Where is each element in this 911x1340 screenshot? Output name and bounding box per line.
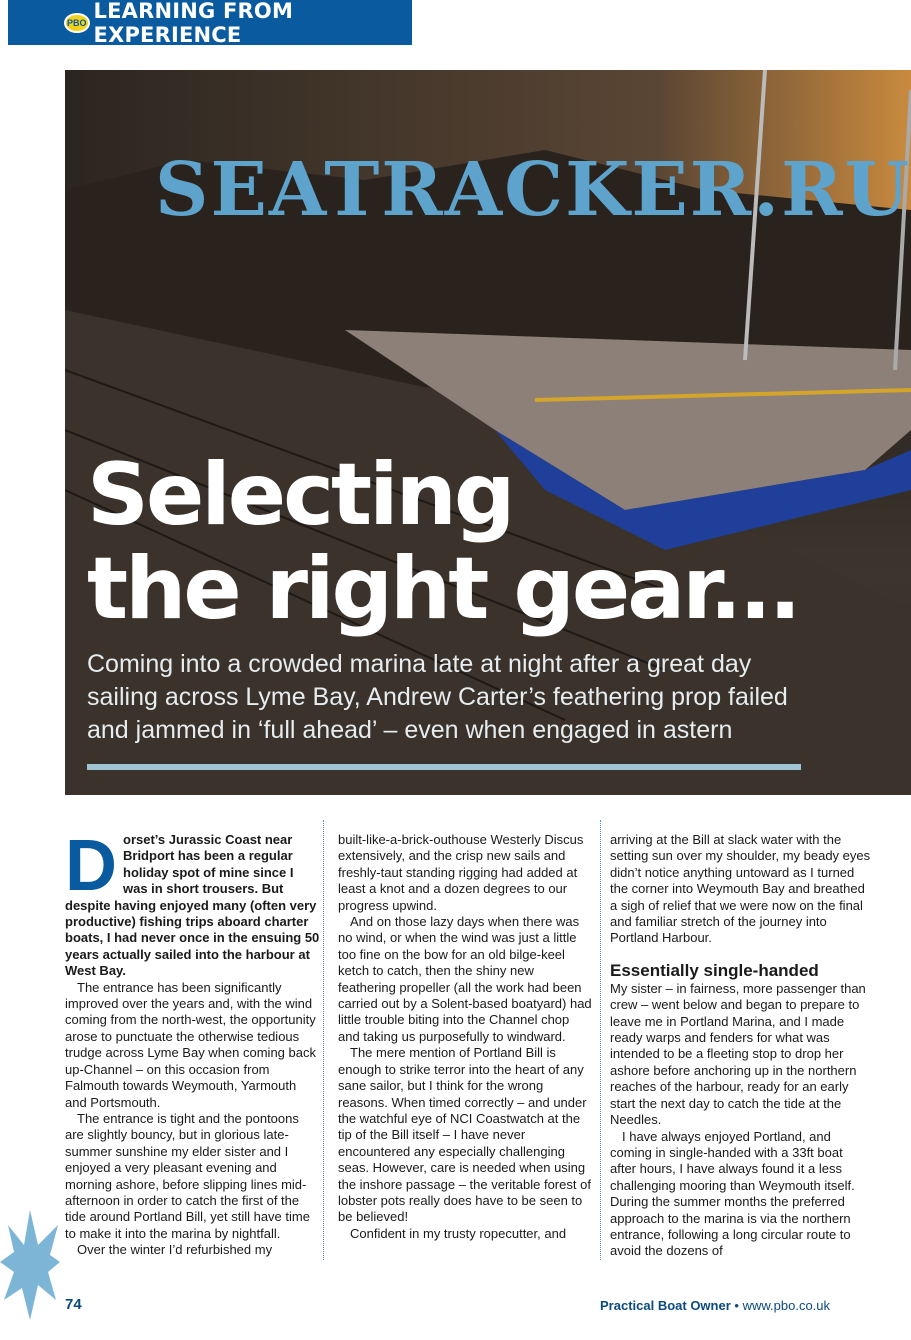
headline-line-1: Selecting: [87, 445, 513, 545]
magazine-name: Practical Boat Owner: [600, 1298, 731, 1313]
paragraph: The mere mention of Portland Bill is enough to strike terror into the heart of any sane sailor, but I think for the wrong reasons. When timed correctly – and under the watchful eye of NCI Coastwatch at the tip of the Bill itself – I have never encountered any especially challenging seas. However, care is needed when using the inshore passage – the veritable forest of lobster pots really does have to be seen to be believed!: [338, 1045, 591, 1225]
paragraph-continuation: arriving at the Bill at slack water with the setting sun over my shoulder, my beady eyes didn’t notice anything untoward as I turned the corner into Weymouth Bay and breathed a sigh of relief that we were now on the final and familiar stretch of the journey into Portland Harbour.: [610, 832, 871, 946]
headline-line-2: the right gear...: [87, 539, 799, 639]
page-number: 74: [65, 1296, 82, 1313]
paragraph: My sister – in fairness, more passenger than crew – went below and began to prepare to leave me in Portland Marina, and I made ready warps and fenders for what was intended to be a fleeting stop to drop her ashore before anchoring up in the northern reaches of the harbour, ready for an early start the next day to catch the tide at the Needles.: [610, 980, 866, 1128]
paragraph: Over the winter I’d refurbished my: [77, 1242, 273, 1258]
article-column-2: [338, 832, 592, 1242]
column-divider: [323, 820, 324, 1260]
pbo-logo: PBO: [64, 13, 90, 33]
divider: [87, 764, 801, 770]
section-header: [8, 0, 412, 45]
column-divider: [600, 820, 601, 1260]
subheading: Essentially single-handed: [610, 960, 819, 980]
lead-paragraph: [65, 826, 321, 980]
website-link[interactable]: www.pbo.co.uk: [742, 1298, 831, 1313]
footer: [600, 1298, 830, 1313]
lead-text: orset’s Jurassic Coast near Bridport has been a regular holiday spot of mine since I was in short trousers. But despite having enjoyed many (often very productive) fishing trips aboard charter boats, I had never once in the ensuing 50 years actually sailed into the harbour at West Bay.: [65, 832, 320, 979]
paragraph: The entrance is tight and the pontoons are slightly bouncy, but in glorious late-summer sunshine my elder sister and I enjoyed a very pleasant evening and morning ashore, before slipping lines mid-afternoon in order to catch the first of the tide around Portland Bill, yet still have time to make it into the marina by nightfall.: [65, 1110, 310, 1241]
paragraph: I have always enjoyed Portland, and coming in single-handed with a 33ft boat after hours, I have always found it a less challenging mooring than Weymouth itself. During the summer months the preferred approach to the marina is via the northern entrance, following a long circular route to avoid the dozens of: [610, 1128, 855, 1259]
drop-cap: D: [65, 826, 117, 906]
article-column-3: [610, 832, 872, 1260]
paragraph: Confident in my trusty ropecutter, and: [350, 1225, 567, 1241]
standfirst: Coming into a crowded marina late at night after a great day sailing across Lyme Bay, Andrew Carter’s feathering prop failed and jammed in ‘full ahead’ – even when engaged in astern: [87, 650, 788, 744]
section-title: LEARNING FROM EXPERIENCE: [93, 0, 294, 47]
paragraph: And on those lazy days when there was no wind, or when the wind was just a little too fine on the bow for an old bilge-keel ketch to catch, then the shiny new feathering propeller (all the work had been carried out by a Solent-based boatyard) had little trouble biting into the Channel chop and taking us purposefully to windward.: [338, 914, 592, 1044]
article-column-1: [65, 826, 321, 1259]
hero-illustration: [65, 70, 911, 795]
paragraph: The entrance has been significantly improved over the years and, with the wind coming from the north-west, the opportunity arose to punctuate the otherwise tedious trudge across Lyme Bay when coming back up-Channel – on this occasion from Falmouth towards Weymouth, Yarmouth and Portsmouth.: [65, 979, 316, 1110]
paragraph-continuation: built-like-a-brick-outhouse Westerly Discus extensively, and the crisp new sails and freshly-taut standing rigging had added at least a knot and a dozen degrees to our progress upwind.: [338, 832, 584, 913]
headline: [87, 445, 799, 639]
watermark: SEATRACKER.RU: [155, 147, 911, 233]
footer-separator: •: [734, 1298, 739, 1313]
